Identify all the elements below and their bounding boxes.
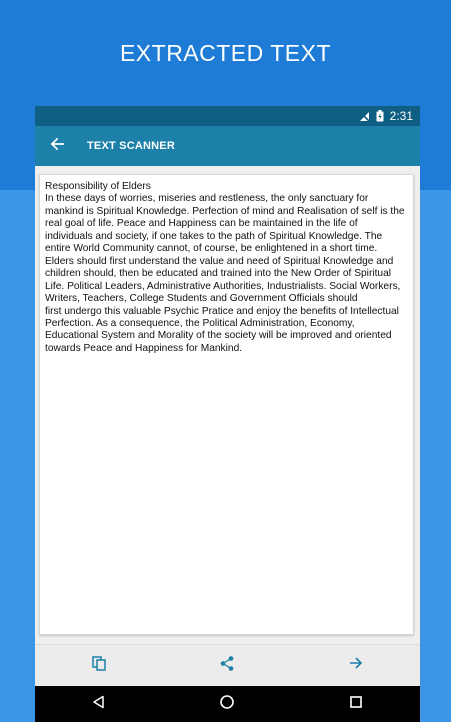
back-button[interactable] xyxy=(37,126,77,166)
status-bar xyxy=(35,106,420,126)
nav-back-button[interactable] xyxy=(69,686,129,722)
share-button[interactable] xyxy=(197,646,257,686)
forward-button[interactable] xyxy=(326,646,386,686)
system-navigation-bar xyxy=(35,686,420,722)
status-time: 2:31 xyxy=(389,109,413,123)
app-bar xyxy=(35,126,420,166)
nav-recents-button[interactable] xyxy=(326,686,386,722)
circle-home-icon xyxy=(219,694,235,715)
promo-title: EXTRACTED TEXT xyxy=(119,40,332,66)
device-screen xyxy=(35,106,420,722)
share-icon xyxy=(220,656,234,676)
arrow-forward-icon xyxy=(349,656,363,675)
triangle-back-icon xyxy=(92,695,106,714)
battery-icon xyxy=(376,110,384,122)
signal-off-icon xyxy=(359,111,370,122)
app-title: TEXT SCANNER xyxy=(87,140,175,152)
scanned-text-card xyxy=(39,174,414,635)
copy-icon xyxy=(92,656,106,676)
square-recents-icon xyxy=(349,695,363,714)
nav-home-button[interactable] xyxy=(197,686,257,722)
copy-button[interactable] xyxy=(69,646,129,686)
arrow-back-icon xyxy=(50,137,64,156)
scanned-text-area[interactable] xyxy=(45,181,408,628)
bottom-action-bar xyxy=(35,644,420,686)
